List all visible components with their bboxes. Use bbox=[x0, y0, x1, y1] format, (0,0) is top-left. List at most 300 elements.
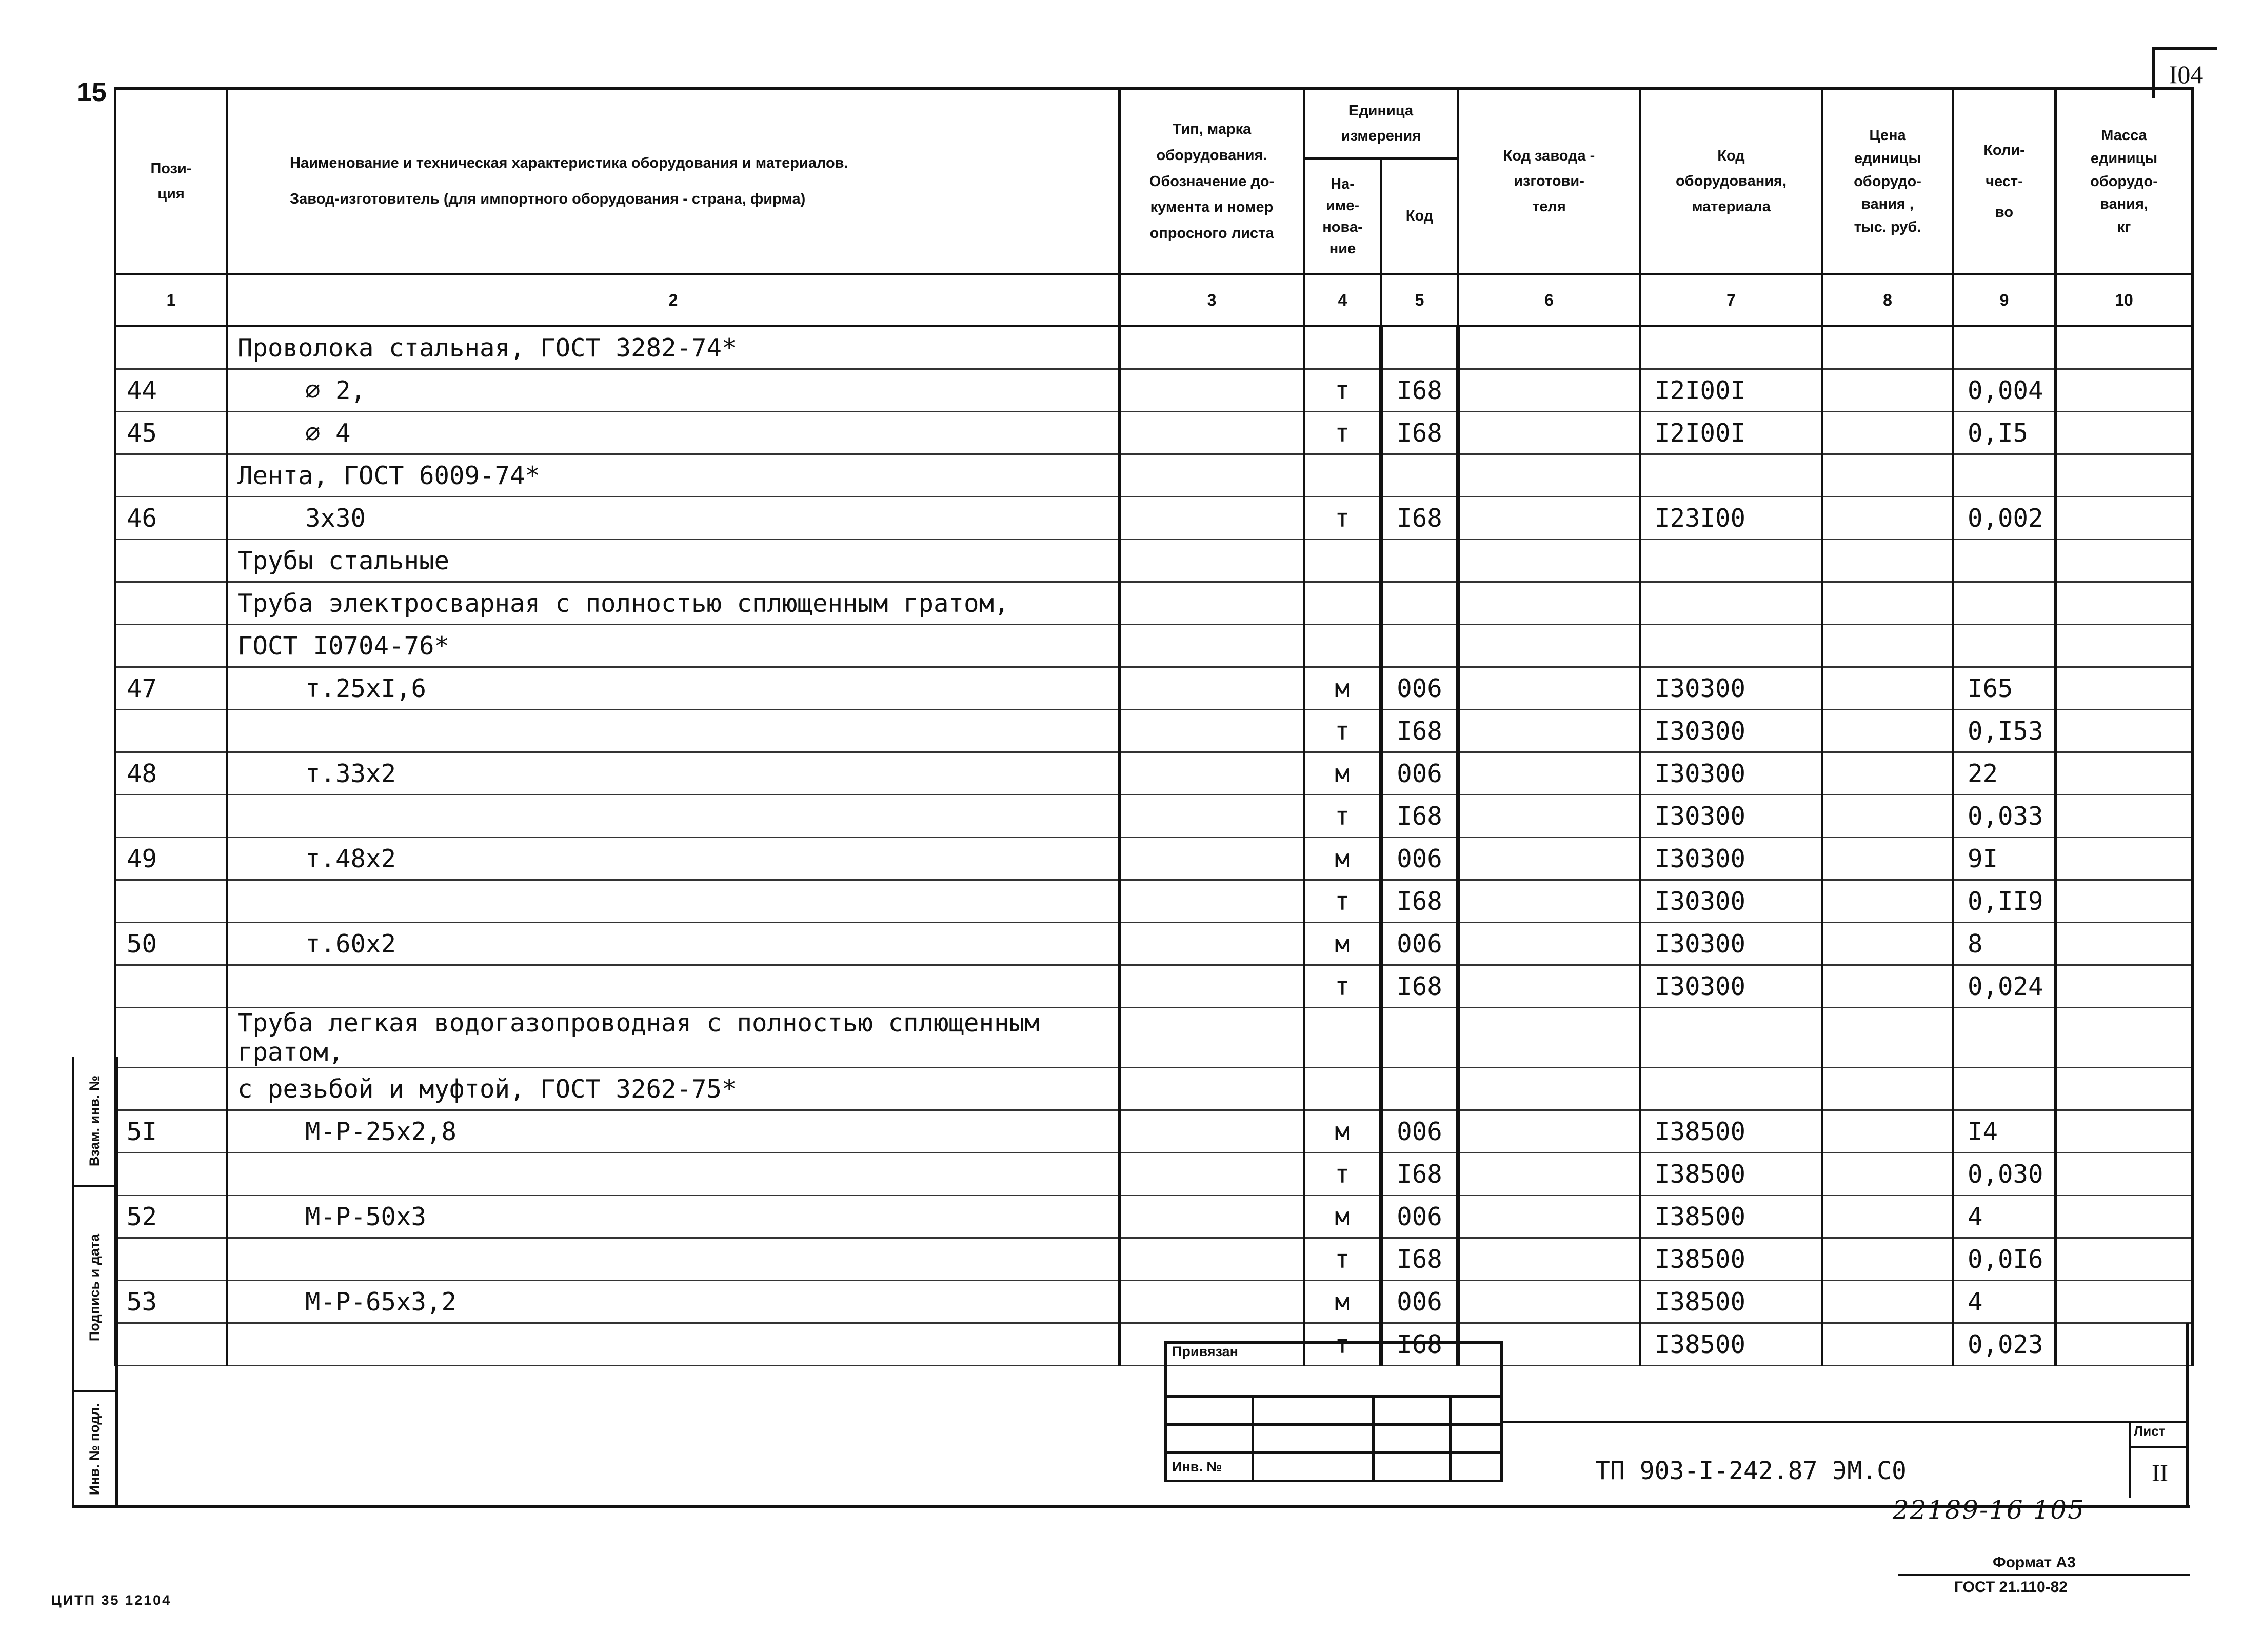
header-line: вания, bbox=[2100, 196, 2148, 213]
row-mass bbox=[2056, 369, 2193, 412]
document-code: ТП 903-I-242.87 ЭМ.С0 bbox=[1595, 1457, 1907, 1485]
row-quantity: 0,I53 bbox=[1953, 710, 2056, 752]
table-row bbox=[115, 326, 2193, 369]
row-price bbox=[1822, 326, 1953, 369]
table-row bbox=[115, 838, 2193, 880]
row-quantity: I65 bbox=[1953, 667, 2056, 710]
column-number: 10 bbox=[2056, 274, 2193, 326]
row-unit bbox=[1304, 540, 1381, 582]
header-line: Код завода - bbox=[1503, 148, 1595, 165]
table-row bbox=[115, 752, 2193, 795]
table-row bbox=[115, 880, 2193, 923]
header-line: тыс. руб. bbox=[1854, 219, 1921, 236]
row-unit: т bbox=[1304, 710, 1381, 752]
row-price bbox=[1822, 1153, 1953, 1196]
row-unit: т bbox=[1304, 795, 1381, 838]
column-number: 2 bbox=[227, 274, 1120, 326]
header-unit-name bbox=[1304, 158, 1381, 274]
row-unit: м bbox=[1304, 1281, 1381, 1323]
side-label-signature bbox=[74, 1185, 115, 1390]
table-row bbox=[115, 1281, 2193, 1323]
row-equipment-code: I30300 bbox=[1640, 965, 1822, 1008]
row-mass bbox=[2056, 965, 2193, 1008]
title-block-top-line bbox=[1503, 1421, 2188, 1423]
row-price bbox=[1822, 1110, 1953, 1153]
row-quantity: 0,II9 bbox=[1953, 880, 2056, 923]
row-price bbox=[1822, 540, 1953, 582]
row-name: ГОСТ I0704-76* bbox=[227, 625, 1120, 667]
row-price bbox=[1822, 582, 1953, 625]
row-name: М-Р-50x3 bbox=[227, 1196, 1120, 1238]
header-position bbox=[115, 89, 227, 274]
row-position bbox=[115, 582, 227, 625]
table-row bbox=[115, 582, 2193, 625]
row-factory-code bbox=[1458, 369, 1640, 412]
header-line: Пози- bbox=[150, 160, 192, 177]
row-price bbox=[1822, 795, 1953, 838]
row-equipment-code: I30300 bbox=[1640, 838, 1822, 880]
stamp-cell bbox=[1253, 1425, 1374, 1453]
row-factory-code bbox=[1458, 965, 1640, 1008]
row-type bbox=[1120, 1238, 1304, 1281]
row-price bbox=[1822, 1323, 1953, 1366]
row-name: Труба легкая водогазопроводная с полностью сплющенным гратом, bbox=[227, 1008, 1120, 1068]
row-mass bbox=[2056, 795, 2193, 838]
row-unit bbox=[1304, 1068, 1381, 1110]
header-unit-group bbox=[1304, 89, 1458, 158]
row-name: с резьбой и муфтой, ГОСТ 3262-75* bbox=[227, 1068, 1120, 1110]
format-label: Формат А3 bbox=[1993, 1554, 2076, 1571]
row-quantity: 0,030 bbox=[1953, 1153, 2056, 1196]
row-factory-code bbox=[1458, 923, 1640, 965]
row-factory-code bbox=[1458, 540, 1640, 582]
row-unit: м bbox=[1304, 838, 1381, 880]
row-price bbox=[1822, 1238, 1953, 1281]
row-type bbox=[1120, 1281, 1304, 1323]
row-unit bbox=[1304, 582, 1381, 625]
row-unit bbox=[1304, 1008, 1381, 1068]
row-factory-code bbox=[1458, 1196, 1640, 1238]
header-quantity bbox=[1953, 89, 2056, 274]
row-position: 47 bbox=[115, 667, 227, 710]
row-mass bbox=[2056, 326, 2193, 369]
header-mass bbox=[2056, 89, 2193, 274]
row-equipment-code: I23I00 bbox=[1640, 497, 1822, 540]
row-price bbox=[1822, 923, 1953, 965]
row-name: т.25xI,6 bbox=[227, 667, 1120, 710]
row-equipment-code: I30300 bbox=[1640, 667, 1822, 710]
table-row bbox=[115, 454, 2193, 497]
row-type bbox=[1120, 923, 1304, 965]
row-mass bbox=[2056, 1238, 2193, 1281]
row-equipment-code bbox=[1640, 1068, 1822, 1110]
row-factory-code bbox=[1458, 1281, 1640, 1323]
row-unit-code bbox=[1381, 454, 1458, 497]
row-unit: т bbox=[1304, 412, 1381, 454]
row-quantity: 9I bbox=[1953, 838, 2056, 880]
header-line: Наименование и техническая характеристика оборудования и материалов. bbox=[290, 155, 848, 172]
stamp-cell bbox=[1166, 1397, 1253, 1425]
row-type bbox=[1120, 795, 1304, 838]
row-price bbox=[1822, 838, 1953, 880]
row-unit-code bbox=[1381, 540, 1458, 582]
sheet-box-divider bbox=[2129, 1446, 2188, 1448]
row-price bbox=[1822, 752, 1953, 795]
row-mass bbox=[2056, 880, 2193, 923]
table-row bbox=[115, 1068, 2193, 1110]
row-mass bbox=[2056, 1281, 2193, 1323]
row-unit: м bbox=[1304, 1110, 1381, 1153]
row-unit: т bbox=[1304, 965, 1381, 1008]
row-type bbox=[1120, 1008, 1304, 1068]
row-price bbox=[1822, 965, 1953, 1008]
row-equipment-code: I30300 bbox=[1640, 710, 1822, 752]
row-name bbox=[227, 710, 1120, 752]
row-quantity bbox=[1953, 1068, 2056, 1110]
row-unit: т bbox=[1304, 369, 1381, 412]
frame-bottom-line bbox=[72, 1505, 2190, 1508]
row-factory-code bbox=[1458, 582, 1640, 625]
table-row bbox=[115, 965, 2193, 1008]
row-factory-code bbox=[1458, 752, 1640, 795]
stamp-cell bbox=[1374, 1397, 1451, 1425]
side-label-text: Инв. № подл. bbox=[87, 1403, 103, 1495]
row-price bbox=[1822, 625, 1953, 667]
row-mass bbox=[2056, 838, 2193, 880]
row-name: М-Р-25x2,8 bbox=[227, 1110, 1120, 1153]
row-price bbox=[1822, 369, 1953, 412]
row-unit: т bbox=[1304, 1238, 1381, 1281]
table-row bbox=[115, 540, 2193, 582]
row-name bbox=[227, 880, 1120, 923]
table-row bbox=[115, 1110, 2193, 1153]
row-type bbox=[1120, 625, 1304, 667]
row-quantity: 0,I5 bbox=[1953, 412, 2056, 454]
header-line: измерения bbox=[1341, 128, 1421, 144]
row-position: 45 bbox=[115, 412, 227, 454]
row-position bbox=[115, 1008, 227, 1068]
row-equipment-code: I2I00I bbox=[1640, 369, 1822, 412]
row-equipment-code: I2I00I bbox=[1640, 412, 1822, 454]
bottom-left-mark: ЦИТП 35 12104 bbox=[51, 1593, 172, 1608]
row-mass bbox=[2056, 923, 2193, 965]
row-factory-code bbox=[1458, 1153, 1640, 1196]
binding-stamp bbox=[1164, 1341, 1503, 1482]
row-equipment-code: I38500 bbox=[1640, 1323, 1822, 1366]
table-row bbox=[115, 1238, 2193, 1281]
row-unit: т bbox=[1304, 497, 1381, 540]
row-factory-code bbox=[1458, 326, 1640, 369]
header-unit-code: Код bbox=[1381, 158, 1458, 274]
row-quantity: 0,002 bbox=[1953, 497, 2056, 540]
side-strip bbox=[72, 1057, 118, 1508]
side-label-replace bbox=[74, 1057, 115, 1185]
row-equipment-code: I30300 bbox=[1640, 880, 1822, 923]
row-position bbox=[115, 1238, 227, 1281]
row-name: т.48x2 bbox=[227, 838, 1120, 880]
row-name: Проволока стальная, ГОСТ 3282-74* bbox=[227, 326, 1120, 369]
row-price bbox=[1822, 1281, 1953, 1323]
row-position: 52 bbox=[115, 1196, 227, 1238]
stamp-cell bbox=[1166, 1425, 1253, 1453]
header-line: имe- bbox=[1325, 197, 1360, 214]
row-equipment-code bbox=[1640, 1008, 1822, 1068]
row-mass bbox=[2056, 497, 2193, 540]
row-mass bbox=[2056, 1110, 2193, 1153]
row-unit-code: I68 bbox=[1381, 795, 1458, 838]
row-type bbox=[1120, 369, 1304, 412]
row-unit-code: I68 bbox=[1381, 1238, 1458, 1281]
row-unit-code: I68 bbox=[1381, 880, 1458, 923]
header-line: оборудо- bbox=[2090, 173, 2158, 190]
row-unit bbox=[1304, 454, 1381, 497]
header-line: материала bbox=[1692, 198, 1771, 215]
stamp-cell bbox=[1451, 1425, 1502, 1453]
row-quantity: I4 bbox=[1953, 1110, 2056, 1153]
header-line: Коли- bbox=[1983, 142, 2025, 158]
row-type bbox=[1120, 540, 1304, 582]
row-unit: т bbox=[1304, 1153, 1381, 1196]
row-position: 46 bbox=[115, 497, 227, 540]
row-factory-code bbox=[1458, 1110, 1640, 1153]
stamp-privyazan bbox=[1166, 1343, 1502, 1397]
column-number: 9 bbox=[1953, 274, 2056, 326]
row-position bbox=[115, 326, 227, 369]
row-price bbox=[1822, 497, 1953, 540]
row-price bbox=[1822, 412, 1953, 454]
row-equipment-code: I38500 bbox=[1640, 1153, 1822, 1196]
row-mass bbox=[2056, 582, 2193, 625]
row-name bbox=[227, 1153, 1120, 1196]
row-mass bbox=[2056, 667, 2193, 710]
row-type bbox=[1120, 838, 1304, 880]
row-factory-code bbox=[1458, 667, 1640, 710]
row-equipment-code bbox=[1640, 625, 1822, 667]
row-unit-code: 006 bbox=[1381, 1281, 1458, 1323]
gost-label: ГОСТ 21.110-82 bbox=[1954, 1579, 2068, 1596]
row-type bbox=[1120, 880, 1304, 923]
row-price bbox=[1822, 667, 1953, 710]
header-line: нова- bbox=[1322, 219, 1363, 235]
row-quantity bbox=[1953, 1008, 2056, 1068]
row-mass bbox=[2056, 1196, 2193, 1238]
row-position bbox=[115, 1153, 227, 1196]
row-type bbox=[1120, 1068, 1304, 1110]
row-equipment-code bbox=[1640, 540, 1822, 582]
row-price bbox=[1822, 880, 1953, 923]
row-equipment-code bbox=[1640, 582, 1822, 625]
row-equipment-code: I38500 bbox=[1640, 1238, 1822, 1281]
header-factory-code bbox=[1458, 89, 1640, 274]
header-line: ние bbox=[1329, 241, 1356, 257]
row-position bbox=[115, 965, 227, 1008]
row-type bbox=[1120, 1196, 1304, 1238]
side-label-text: Взам. инв. № bbox=[87, 1075, 103, 1166]
row-unit-code: 006 bbox=[1381, 1110, 1458, 1153]
row-type bbox=[1120, 582, 1304, 625]
row-name bbox=[227, 795, 1120, 838]
column-number: 7 bbox=[1640, 274, 1822, 326]
row-mass bbox=[2056, 752, 2193, 795]
header-line: единицы bbox=[1854, 150, 1921, 167]
header-line: оборудования. bbox=[1156, 147, 1267, 164]
header-line: оборудования, bbox=[1675, 173, 1787, 190]
row-quantity bbox=[1953, 454, 2056, 497]
row-mass bbox=[2056, 540, 2193, 582]
row-unit-code bbox=[1381, 1068, 1458, 1110]
header-line: Завод-изготовитель (для импортного оборудования - страна, фирма) bbox=[290, 191, 806, 207]
row-factory-code bbox=[1458, 625, 1640, 667]
header-line: ция bbox=[157, 186, 185, 202]
header-line: Код bbox=[1717, 148, 1745, 165]
row-factory-code bbox=[1458, 710, 1640, 752]
row-position: 48 bbox=[115, 752, 227, 795]
row-mass bbox=[2056, 710, 2193, 752]
page-number: 15 bbox=[77, 77, 107, 107]
row-unit-code: I68 bbox=[1381, 965, 1458, 1008]
table-row bbox=[115, 497, 2193, 540]
header-line: оборудо- bbox=[1854, 173, 1921, 190]
table-row bbox=[115, 369, 2193, 412]
table-row bbox=[115, 1196, 2193, 1238]
row-price bbox=[1822, 1068, 1953, 1110]
row-type bbox=[1120, 1110, 1304, 1153]
row-price bbox=[1822, 710, 1953, 752]
row-type bbox=[1120, 497, 1304, 540]
row-price bbox=[1822, 1008, 1953, 1068]
row-position: 50 bbox=[115, 923, 227, 965]
header-line: На- bbox=[1331, 175, 1355, 192]
row-unit-code: 006 bbox=[1381, 667, 1458, 710]
row-quantity bbox=[1953, 540, 2056, 582]
row-unit-code: I68 bbox=[1381, 412, 1458, 454]
row-name bbox=[227, 1238, 1120, 1281]
stamp-inv-label: Инв. № bbox=[1172, 1459, 1222, 1475]
row-quantity: 0,024 bbox=[1953, 965, 2056, 1008]
row-mass bbox=[2056, 454, 2193, 497]
header-line: изготови- bbox=[1514, 173, 1584, 190]
row-quantity: 0,033 bbox=[1953, 795, 2056, 838]
column-number: 5 bbox=[1381, 274, 1458, 326]
row-name: Трубы стальные bbox=[227, 540, 1120, 582]
row-position bbox=[115, 1323, 227, 1366]
row-price bbox=[1822, 1196, 1953, 1238]
row-name: 3x30 bbox=[227, 497, 1120, 540]
row-position bbox=[115, 540, 227, 582]
row-factory-code bbox=[1458, 454, 1640, 497]
header-line: Единица bbox=[1348, 102, 1414, 119]
table-row bbox=[115, 1008, 2193, 1068]
row-type bbox=[1120, 965, 1304, 1008]
row-factory-code bbox=[1458, 1008, 1640, 1068]
row-type bbox=[1120, 412, 1304, 454]
stamp-privyazan-label: Привязан bbox=[1172, 1344, 1238, 1359]
row-quantity bbox=[1953, 582, 2056, 625]
stamp-cell bbox=[1451, 1453, 1502, 1481]
side-label-inventory bbox=[74, 1390, 115, 1508]
row-quantity bbox=[1953, 625, 2056, 667]
row-name: Труба электросварная с полностью сплющенным гратом, bbox=[227, 582, 1120, 625]
column-number: 8 bbox=[1822, 274, 1953, 326]
row-equipment-code: I38500 bbox=[1640, 1196, 1822, 1238]
row-unit: т bbox=[1304, 880, 1381, 923]
row-unit-code: I68 bbox=[1381, 497, 1458, 540]
row-position bbox=[115, 795, 227, 838]
row-equipment-code bbox=[1640, 326, 1822, 369]
row-name bbox=[227, 965, 1120, 1008]
header-line: вания , bbox=[1861, 196, 1914, 213]
row-name bbox=[227, 1323, 1120, 1366]
row-unit-code: 006 bbox=[1381, 1196, 1458, 1238]
side-label-text: Подпись и дата bbox=[87, 1233, 103, 1341]
row-type bbox=[1120, 326, 1304, 369]
header-line: кумента и номер bbox=[1150, 199, 1274, 216]
row-price bbox=[1822, 454, 1953, 497]
row-unit-code: I68 bbox=[1381, 369, 1458, 412]
row-mass bbox=[2056, 412, 2193, 454]
row-position: 53 bbox=[115, 1281, 227, 1323]
row-quantity: 4 bbox=[1953, 1196, 2056, 1238]
table-row bbox=[115, 710, 2193, 752]
row-mass bbox=[2056, 1153, 2193, 1196]
row-quantity: 0,004 bbox=[1953, 369, 2056, 412]
row-position: 44 bbox=[115, 369, 227, 412]
row-type bbox=[1120, 1153, 1304, 1196]
stamp-cell bbox=[1451, 1397, 1502, 1425]
row-quantity: 0,023 bbox=[1953, 1323, 2056, 1366]
row-unit-code: I68 bbox=[1381, 710, 1458, 752]
row-unit-code bbox=[1381, 326, 1458, 369]
row-unit: м bbox=[1304, 667, 1381, 710]
row-equipment-code: I30300 bbox=[1640, 752, 1822, 795]
row-equipment-code: I38500 bbox=[1640, 1281, 1822, 1323]
stamp-cell bbox=[1253, 1397, 1374, 1425]
row-quantity: 0,0I6 bbox=[1953, 1238, 2056, 1281]
row-position bbox=[115, 454, 227, 497]
row-unit bbox=[1304, 625, 1381, 667]
row-unit: т bbox=[1304, 1323, 1381, 1366]
stamp-cell bbox=[1374, 1425, 1451, 1453]
row-name: Лента, ГОСТ 6009-74* bbox=[227, 454, 1120, 497]
row-unit-code bbox=[1381, 582, 1458, 625]
column-number: 4 bbox=[1304, 274, 1381, 326]
row-unit-code: I68 bbox=[1381, 1323, 1458, 1366]
stamp-cell bbox=[1374, 1453, 1451, 1481]
row-factory-code bbox=[1458, 795, 1640, 838]
row-factory-code bbox=[1458, 1068, 1640, 1110]
row-equipment-code: I38500 bbox=[1640, 1110, 1822, 1153]
row-position bbox=[115, 625, 227, 667]
header-name bbox=[227, 89, 1120, 274]
header-line: Цена bbox=[1869, 127, 1906, 144]
row-unit: м bbox=[1304, 752, 1381, 795]
row-quantity: 22 bbox=[1953, 752, 2056, 795]
header-price bbox=[1822, 89, 1953, 274]
row-unit-code: 006 bbox=[1381, 752, 1458, 795]
table-row bbox=[115, 923, 2193, 965]
row-type bbox=[1120, 710, 1304, 752]
row-mass bbox=[2056, 625, 2193, 667]
row-equipment-code bbox=[1640, 454, 1822, 497]
row-type bbox=[1120, 667, 1304, 710]
column-number: 1 bbox=[115, 274, 227, 326]
sheet-value: II bbox=[2152, 1460, 2168, 1487]
row-factory-code bbox=[1458, 412, 1640, 454]
row-unit-code bbox=[1381, 1008, 1458, 1068]
header-line: чест- bbox=[1986, 173, 2023, 190]
sheet-label: Лист bbox=[2134, 1423, 2166, 1439]
items-body bbox=[115, 326, 2193, 1366]
